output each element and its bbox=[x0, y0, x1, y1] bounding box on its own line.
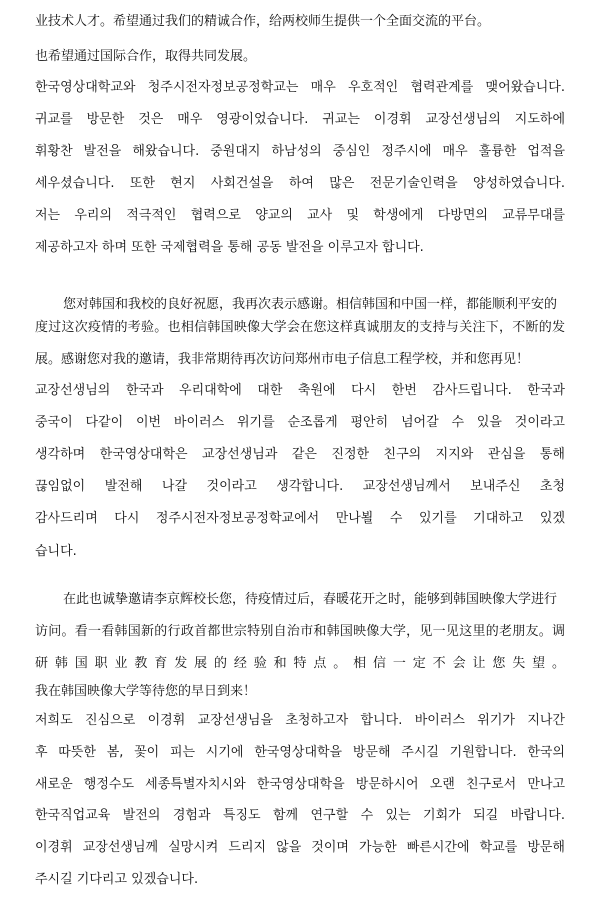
letter-line: 度过这次疫情的考验。也相信韩国映像大学会在您这样真诚朋友的支持与关注下，不断的发 bbox=[35, 320, 565, 335]
letter-line: 중국이 다같이 이번 바이러스 위기를 순조롭게 평안히 넘어갈 수 있을 것이라고 bbox=[35, 415, 565, 430]
letter-line: 주시길 기다리고 있겠습니다. bbox=[35, 872, 199, 887]
letter-line: 이경휘 교장선생님께 실망시켜 드리지 않을 것이며 가능한 빠른시간에 학교를 방문해 bbox=[35, 840, 565, 855]
letter-line: 휘황찬 발전을 해왔습니다. 중원대지 하남성의 중심인 정주시에 매우 훌륭한 업적을 bbox=[35, 144, 565, 159]
letter-line: 후 따뜻한 봄, 꽃이 피는 시기에 한국영상대학을 방문해 주시길 기원합니다. 한국의 bbox=[35, 745, 565, 760]
letter-line: 세우셨습니다. 또한 현지 사회건설을 하여 많은 전문기술인력을 양성하였습니다. bbox=[35, 176, 565, 191]
letter-line: 我在韩国映像大学等待您的早日到来！ bbox=[35, 684, 257, 699]
letter-line: 在此也诚挚邀请李京辉校长您，待疫情过后，春暖花开之时，能够到韩国映像大学进行 bbox=[63, 592, 558, 607]
letter-line: 생각하며 한국영상대학은 교장선생님과 같은 진정한 친구의 지지와 관심을 통해 bbox=[35, 447, 565, 462]
letter-line: 한국직업교육 발전의 경험과 특징도 함께 연구할 수 있는 기회가 되길 바랍니다. bbox=[35, 808, 565, 823]
letter-line: 끊임없이 발전해 나갈 것이라고 생각합니다. 교장선생님께서 보내주신 초청 bbox=[35, 479, 565, 494]
letter-line: 业技术人才。希望通过我们的精诚合作，给两校师生提供一个全面交流的平台。 bbox=[35, 14, 491, 29]
letter-line: 귀교를 방문한 것은 매우 영광이었습니다. 귀교는 이경휘 교장선생님의 지도하에 bbox=[35, 112, 565, 127]
letter-line: 访问。看一看韩国新的行政首都世宗特别自治市和韩国映像大学，见一见这里的老朋友。调 bbox=[35, 624, 565, 639]
letter-line: 제공하고자 하며 또한 국제협력을 통해 공동 발전을 이루고자 합니다. bbox=[35, 240, 424, 255]
letter-line: 감사드리며 다시 정주시전자정보공정학교에서 만나뵐 수 있기를 기대하고 있겠 bbox=[35, 511, 565, 526]
letter-line: 습니다. bbox=[35, 544, 77, 559]
letter-line: 您对韩国和我校的良好祝愿，我再次表示感谢。相信韩国和中国一样，都能顺利平安的 bbox=[63, 297, 558, 312]
letter-line: 교장선생님의 한국과 우리대학에 대한 축원에 다시 한번 감사드립니다. 한국과 bbox=[35, 383, 565, 398]
letter-line: 저는 우리의 적극적인 협력으로 양교의 교사 및 학생에게 다방면의 교류무대를 bbox=[35, 208, 565, 223]
letter-line: 也希望通过国际合作，取得共同发展。 bbox=[35, 49, 257, 64]
letter-line: 展。感谢您对我的邀请，我非常期待再次访问郑州市电子信息工程学校，并和您再见！ bbox=[35, 352, 530, 367]
letter-line: 한국영상대학교와 청주시전자정보공정학교는 매우 우호적인 협력관계를 맺어왔습니다. bbox=[35, 80, 565, 95]
letter-line: 저희도 진심으로 이경휘 교장선생님을 초청하고자 합니다. 바이러스 위기가 지나간 bbox=[35, 713, 565, 728]
letter-line: 새로운 행정수도 세종특별자치시와 한국영상대학을 방문하시어 오랜 친구로서 만나고 bbox=[35, 777, 565, 792]
letter-line: 研韩国职业教育发展的经验和特点。相信一定不会让您失望。 bbox=[35, 656, 565, 671]
